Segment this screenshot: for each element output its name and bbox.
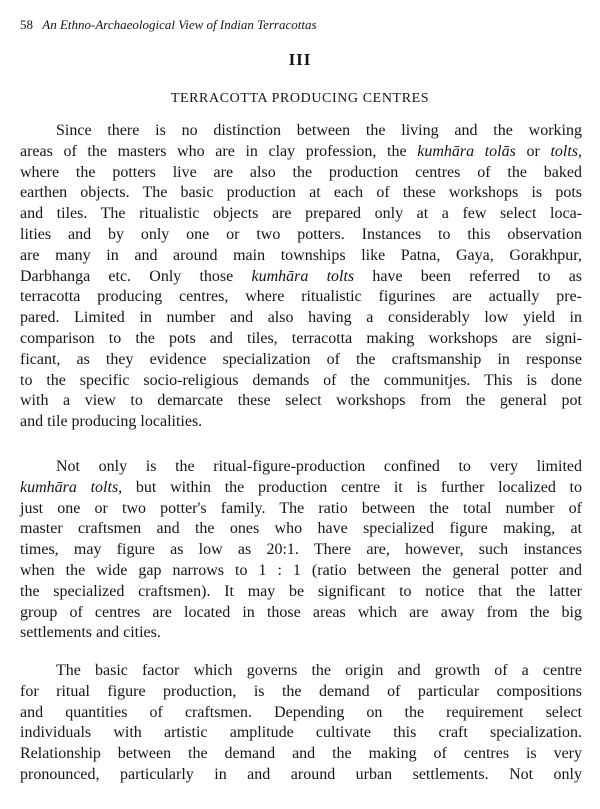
text-line: lities and by only one or two potters. Instances to this observation (20, 225, 582, 243)
text-line: pared. Limited in number and also having a considerably low yield in (20, 309, 582, 327)
text-line: to the specific socio-religious demands of the communitjes. This is done (20, 371, 582, 389)
text-line: and tile producing localities. (20, 413, 203, 431)
running-header (20, 17, 317, 33)
paragraph-1 (20, 121, 582, 433)
text-line: individuals with artistic amplitude cultivate this craft specialization. (20, 724, 582, 742)
chapter-number: III (288, 50, 312, 69)
text-line: where the potters live are also the production centres of the baked (20, 163, 582, 181)
text-span: or (526, 142, 540, 160)
text-line: pronounced, particularly in and around urban settlements. Not only (20, 765, 582, 783)
text-line: just one or two potter's family. The ratio between the total number of (20, 499, 582, 517)
text-line: earthen objects. The basic production at each of these workshops is pots (20, 184, 582, 202)
italic-term: tolts, (550, 142, 582, 160)
text-line (20, 267, 582, 288)
paragraph-3 (20, 661, 582, 786)
text-line: with a view to demarcate these select workshops from the general pot (20, 392, 582, 410)
italic-term: kumhāra tolts, (20, 478, 123, 496)
text-line (20, 478, 582, 499)
text-line: comparison to the pots and tiles, terracotta making workshops are signi- (20, 329, 582, 347)
text-line: group of centres are located in those areas which are away from the big (20, 603, 582, 621)
italic-term: kumhāra tolās (417, 142, 516, 160)
book-title: An Ethno-Archaeological View of Indian Terracottas (42, 17, 317, 32)
text-line: Relationship between the demand and the making of centres is very (20, 745, 582, 763)
text-line (20, 142, 582, 163)
text-line: and tiles. The ritualistic objects are prepared only at a few select loca- (20, 205, 582, 223)
text-line: the specialized craftsmen). It may be significant to notice that the latter (20, 582, 582, 600)
text-line: The basic factor which governs the origin and growth of a centre (56, 662, 582, 679)
text-span: Darbhanga etc. Only those (20, 267, 234, 285)
text-line: settlements and cities. (20, 624, 161, 642)
text-line: master craftsmen and the ones who have specialized figure making, at (20, 520, 582, 538)
text-span: areas of the masters who are in clay profession, the (20, 142, 407, 160)
text-line: are many in and around main townships like Patna, Gaya, Gorakhpur, (20, 246, 582, 264)
text-line: ficant, as they evidence specialization of the craftsmanship in response (20, 350, 582, 368)
text-line: Since there is no distinction between the living and the working (56, 122, 582, 139)
text-line: terracotta producing centres, where ritualistic figurines are actually pre- (20, 288, 582, 306)
page-number: 58 (20, 17, 33, 32)
italic-term: kumhāra tolts (251, 267, 355, 285)
paragraph-2 (20, 457, 582, 644)
text-line: and quantities of craftsmen. Depending on the requirement select (20, 703, 582, 721)
text-span: have been referred to as (372, 267, 583, 285)
text-line: Not only is the ritual-figure-production confined to very limited (56, 458, 582, 475)
text-line: when the wide gap narrows to 1 : 1 (ratio between the general potter and (20, 561, 582, 579)
text-line: times, may figure as low as 20:1. There are, however, such instances (20, 541, 582, 559)
text-span: but within the production centre it is further localized to (135, 478, 583, 496)
text-line: for ritual figure production, is the demand of particular compositions (20, 682, 582, 700)
chapter-title: TERRACOTTA PRODUCING CENTRES (170, 91, 430, 106)
